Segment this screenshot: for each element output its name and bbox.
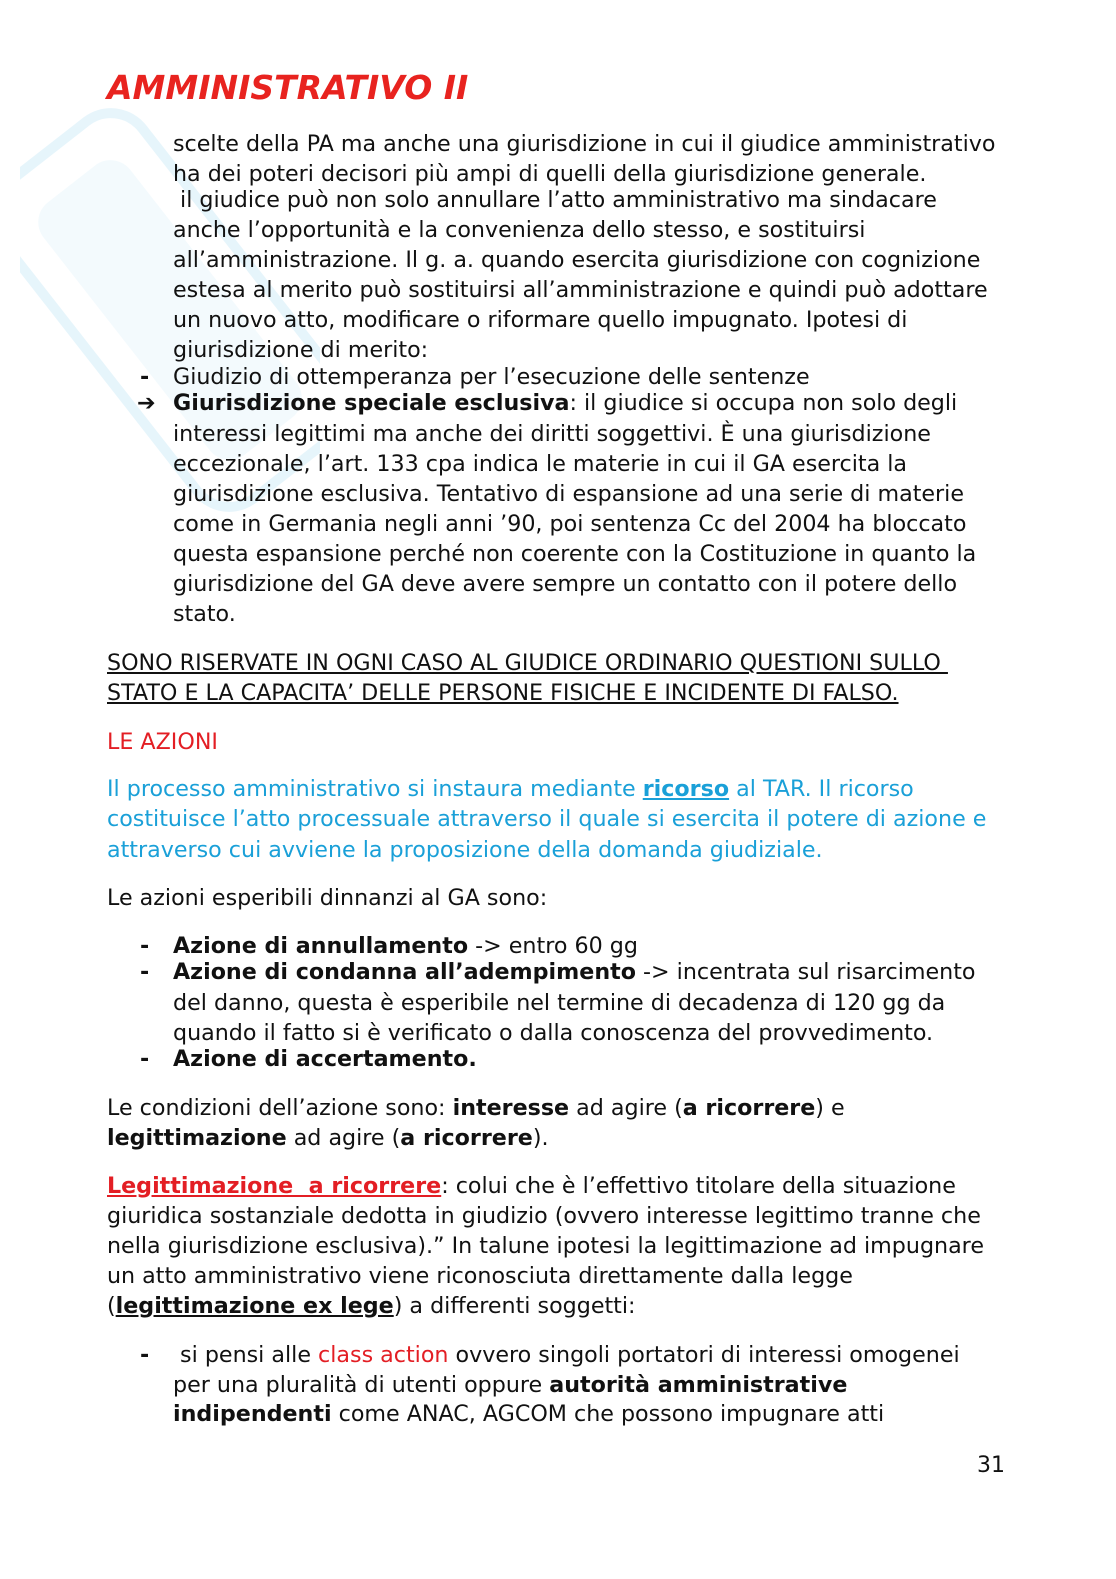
section-heading: LE AZIONI: [107, 729, 218, 755]
text-line: un atto amministrativo viene riconosciuta direttamente dalla legge: [107, 1263, 853, 1289]
text-line: anche l’opportunità e la convenienza dello stesso, e sostituirsi: [173, 217, 866, 243]
bullet-marker: -: [140, 933, 150, 959]
text-line: attraverso cui avviene la proposizione della domanda giudiziale.: [107, 837, 823, 863]
bullet-marker: -: [140, 1046, 150, 1072]
text-line: un nuovo atto, modificare o riformare quello impugnato. Ipotesi di: [173, 307, 908, 333]
text-span: -> incentrata sul risarcimento: [635, 959, 976, 985]
text-line: estesa al merito può sostituirsi all’amministrazione e quindi può adottare: [173, 277, 988, 303]
bold-term: indipendenti: [173, 1401, 332, 1427]
text-line: questa espansione perché non coerente con la Costituzione in quanto la: [173, 541, 977, 567]
text-span: (: [107, 1293, 116, 1319]
bold-term: legittimazione: [107, 1125, 287, 1151]
text-line: quando il fatto si è verificato o dalla conoscenza del provvedimento.: [173, 1020, 934, 1046]
list-item: [173, 957, 975, 987]
bullet-marker: -: [140, 959, 150, 985]
text-span: si pensi alle: [173, 1342, 319, 1368]
text-line: [107, 1171, 956, 1201]
text-line: [107, 1291, 636, 1321]
bold-term: Giurisdizione speciale esclusiva: [173, 390, 570, 416]
text-line: [107, 774, 914, 804]
bold-term: autorità amministrative: [549, 1372, 848, 1398]
text-span: al TAR. Il ricorso: [729, 776, 914, 802]
text-span: Il processo amministrativo si instaura mediante: [107, 776, 643, 802]
text-line: Le azioni esperibili dinnanzi al GA sono:: [107, 885, 548, 911]
text-line: il giudice può non solo annullare l’atto amministrativo ma sindacare: [173, 187, 937, 213]
list-item: [173, 388, 957, 418]
class-action-term: class action: [318, 1342, 449, 1368]
list-item: Azione di accertamento.: [173, 1046, 477, 1072]
keyword-ricorso: ricorso: [642, 776, 730, 802]
underlined-note: STATO E LA CAPACITA’ DELLE PERSONE FISICHE E INCIDENTE DI FALSO.: [107, 680, 899, 706]
text-span: -> entro 60 gg: [468, 933, 638, 959]
text-span: come ANAC, AGCOM che possono impugnare atti: [331, 1401, 885, 1427]
text-line: ha dei poteri decisori più ampi di quelli della giurisdizione generale.: [173, 161, 927, 187]
text-line: giuridica sostanziale dedotta in giudizio (ovvero interesse legittimo tranne che: [107, 1203, 981, 1229]
text-span: ).: [532, 1125, 549, 1151]
text-line: come in Germania negli anni ’90, poi sentenza Cc del 2004 ha bloccato: [173, 511, 967, 537]
text-line: interessi legittimi ma anche dei diritti soggettivi. È una giurisdizione: [173, 421, 931, 447]
list-item: Giudizio di ottemperanza per l’esecuzione delle sentenze: [173, 364, 810, 390]
page-title: AMMINISTRATIVO II: [107, 68, 469, 107]
text-line: nella giurisdizione esclusiva).” In talune ipotesi la legittimazione ad impugnare: [107, 1233, 984, 1259]
bold-term: interesse: [452, 1095, 570, 1121]
text-line: [173, 1370, 847, 1400]
bold-term: a ricorrere: [400, 1125, 533, 1151]
text-line: all’amministrazione. Il g. a. quando esercita giurisdizione con cognizione: [173, 247, 981, 273]
page-number: 31: [977, 1453, 1005, 1478]
bold-term: legittimazione ex lege: [115, 1293, 394, 1319]
text-line: eccezionale, l’art. 133 cpa indica le materie in cui il GA esercita la: [173, 451, 908, 477]
arrow-right-icon: ➔: [137, 390, 156, 416]
text-line: scelte della PA ma anche una giurisdizione in cui il giudice amministrativo: [173, 131, 996, 157]
standing-term: Legittimazione a ricorrere: [107, 1173, 442, 1199]
text-span: : colui che è l’effettivo titolare della situazione: [441, 1173, 956, 1199]
text-span: ) a differenti soggetti:: [393, 1293, 636, 1319]
text-line: giurisdizione del GA deve avere sempre un contatto con il potere dello: [173, 571, 958, 597]
text-span: ad agire (: [569, 1095, 683, 1121]
text-line: costituisce l’atto processuale attraverso il quale si esercita il potere di azione e: [107, 806, 987, 832]
text-line: giurisdizione di merito:: [173, 337, 429, 363]
text-line: stato.: [173, 601, 236, 627]
bold-term: Azione di annullamento: [173, 933, 469, 959]
underlined-note: SONO RISERVATE IN OGNI CASO AL GIUDICE ORDINARIO QUESTIONI SULLO: [107, 650, 948, 676]
bold-term: Azione di condanna all’adempimento: [173, 959, 636, 985]
text-span: ovvero singoli portatori di interessi omogenei: [448, 1342, 960, 1368]
text-line: del danno, questa è esperibile nel termine di decadenza di 120 gg da: [173, 990, 946, 1016]
text-span: per una pluralità di utenti oppure: [173, 1372, 550, 1398]
text-line: [107, 1093, 845, 1123]
bullet-marker: -: [140, 1342, 150, 1368]
text-span: Le condizioni dell’azione sono:: [107, 1095, 453, 1121]
text-span: ad agire (: [286, 1125, 401, 1151]
text-line: [107, 1123, 549, 1153]
text-span: : il giudice si occupa non solo degli: [569, 390, 958, 416]
text-line: [173, 1399, 884, 1429]
bullet-marker: -: [140, 364, 150, 390]
bold-term: a ricorrere: [682, 1095, 816, 1121]
text-span: ) e: [815, 1095, 845, 1121]
list-item: [173, 1340, 960, 1370]
text-line: giurisdizione esclusiva. Tentativo di espansione ad una serie di materie: [173, 481, 964, 507]
